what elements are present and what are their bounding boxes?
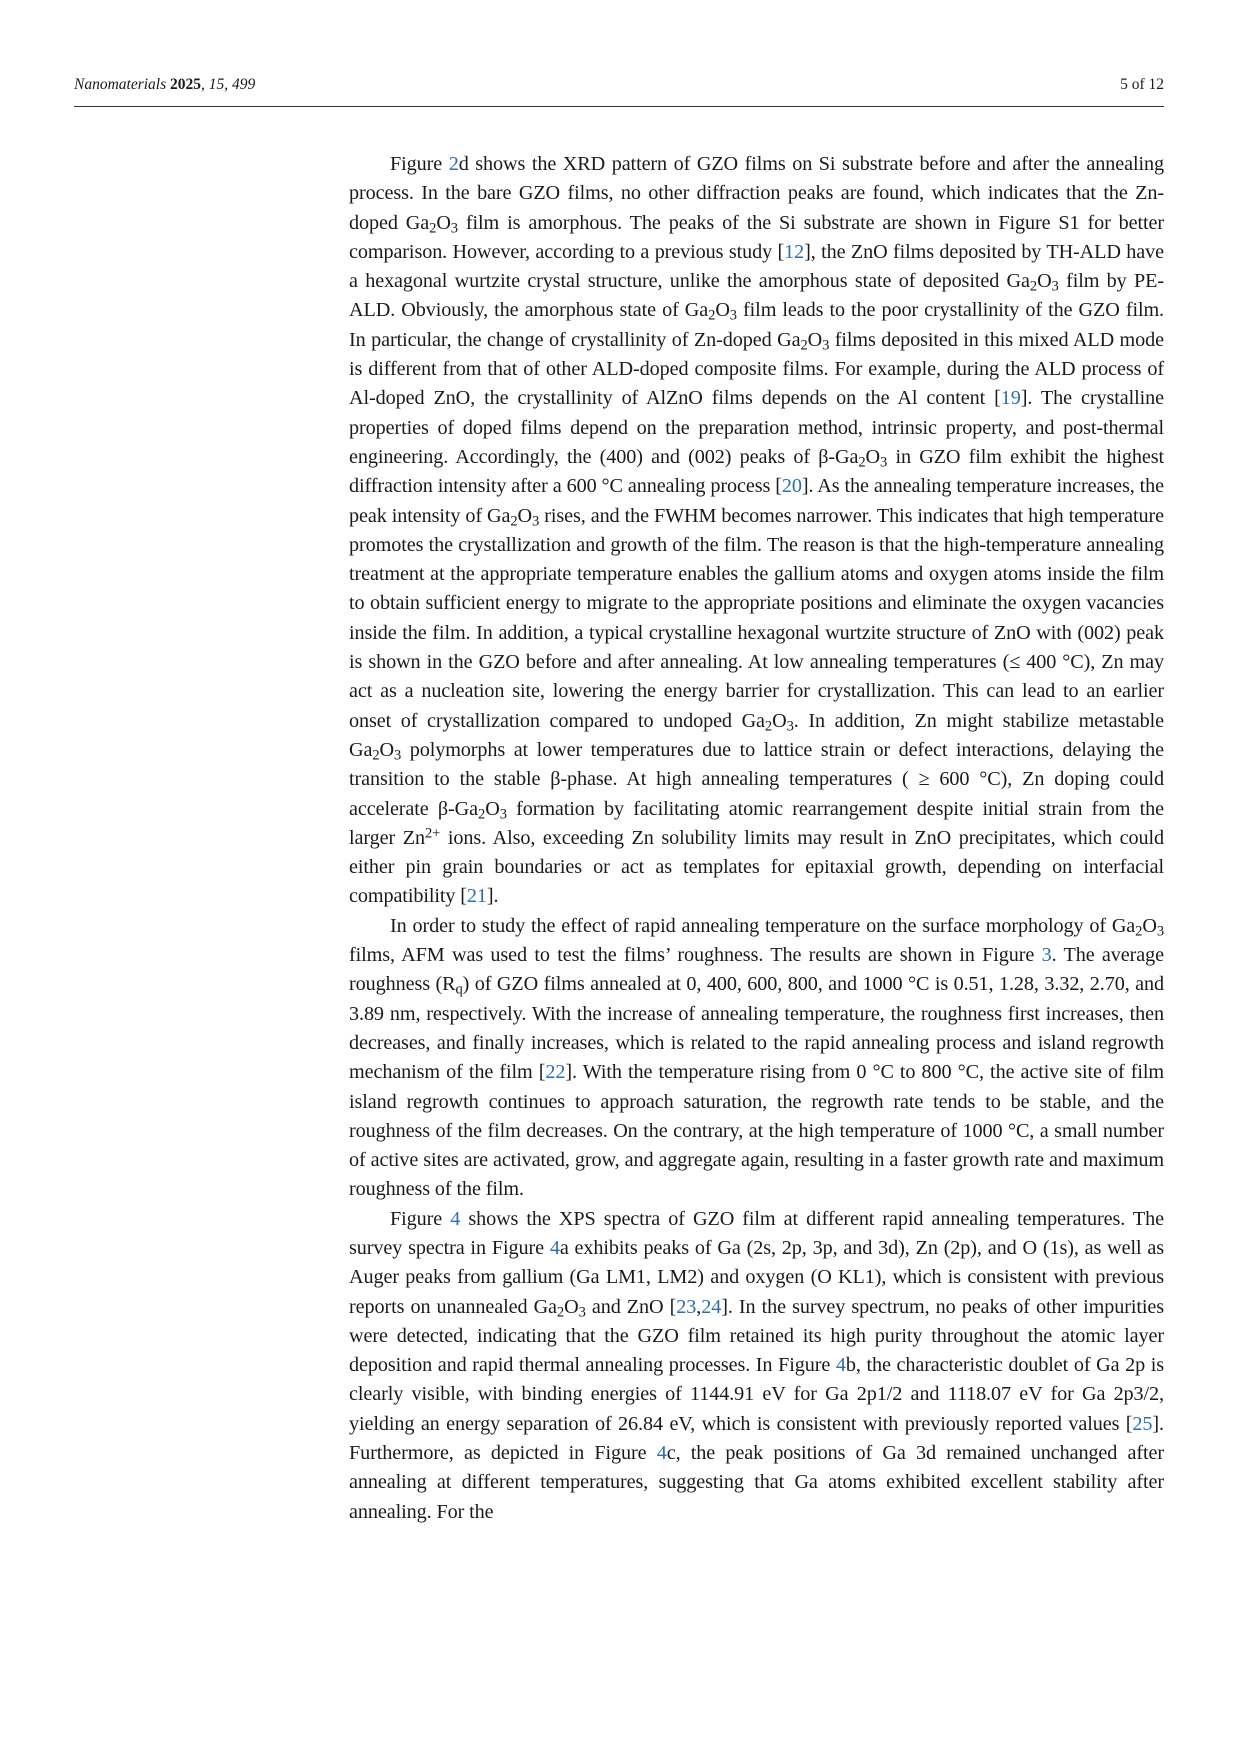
text-run: film is amorphous. The peaks of the Si substrate are shown in Figure S1 for better comparison. However, according to a previous study [ — [349, 211, 1164, 263]
text-run: d shows the XRD pattern of GZO films on Si substrate before and after the annealing process. In the bare GZO films, no other diffraction peaks are found, which indicates that the Zn-doped Ga — [349, 153, 1164, 234]
subscript: 2 — [764, 718, 773, 735]
reference-link[interactable]: 4 — [549, 1236, 560, 1259]
subscript: 3 — [1051, 278, 1059, 295]
text-run: a exhibits peaks of Ga (2s, 2p, 3p, and 3d), Zn (2p), and O (1s), as well as Auger peaks from gallium (Ga LM1, LM2) and oxygen (O KL1), which is consistent with previous reports on unannealed Ga — [349, 1236, 1164, 1318]
subscript: q — [455, 981, 463, 998]
reference-link[interactable]: 4 — [450, 1207, 461, 1230]
article-number: 499 — [232, 76, 256, 93]
subscript: 2 — [858, 454, 866, 471]
journal-volume: 15 — [208, 76, 225, 93]
subscript: 3 — [786, 718, 794, 735]
subscript: 2 — [372, 747, 380, 764]
reference-link[interactable]: 3 — [1041, 944, 1052, 967]
text-run: ]. As the annealing temperature increases, the peak intensity of Ga — [349, 475, 1164, 527]
text-run: , — [696, 1295, 702, 1318]
text-run: O — [564, 1295, 579, 1318]
subscript: 3 — [499, 806, 507, 823]
reference-link[interactable]: 19 — [1000, 387, 1021, 410]
text-run: ) of GZO films annealed at 0, 400, 600, 800, and 1000 °C is 0.51, 1.28, 3.32, 2.70, and 3.89 nm, respectively. With the increase of annealing temperature, the roughness first increases, then decreases, and finally increases, which is related to the rapid annealing process and island regrowth mechanism of the film [ — [349, 973, 1164, 1084]
reference-link[interactable]: 21 — [466, 885, 487, 908]
article-body — [349, 150, 1164, 1527]
journal-year: 2025 — [170, 76, 202, 93]
subscript: 2 — [556, 1304, 565, 1321]
text-run: O — [865, 445, 881, 468]
subscript: 2 — [800, 337, 808, 354]
text-run: rises, and the FWHM becomes narrower. This indicates that high temperature promotes the crystallization and growth of the film. The reason is that the high-temperature annealing treatment at the appropriate temperature enables the gallium atoms and oxygen atoms inside the film to obtain sufficient energy to migrate to the appropriate positions and eliminate the oxygen vacancies inside the film. In addition, a typical crystalline hexagonal wurtzite structure of ZnO with (002) peak is shown in the GZO before and after annealing. At low annealing temperatures (≤ 400 °C), Zn may act as a nucleation site, lowering the energy barrier for crystallization. This can lead to an earlier onset of crystallization compared to undoped Ga — [349, 504, 1164, 732]
subscript: 2 — [1029, 278, 1038, 295]
text-run: O — [807, 328, 823, 351]
text-run: c, the peak positions of Ga 3d remained unchanged after annealing at different temperatures, suggesting that Ga atoms exhibited excellent stability after annealing. For the — [349, 1442, 1164, 1523]
text-run: O — [379, 738, 394, 761]
subscript: 2 — [1135, 923, 1143, 940]
text-run: in GZO film exhibit the highest diffraction intensity after a 600 °C annealing process [ — [349, 445, 1164, 498]
subscript: 2 — [510, 513, 518, 530]
text-run: . The average roughness (R — [349, 944, 1164, 996]
text-run: ions. Also, exceeding Zn solubility limits may result in ZnO precipitates, which could either pin grain boundaries or act as templates for epitaxial growth, depending on interfacial compatibility [ — [349, 826, 1164, 908]
text-run: O — [715, 299, 730, 322]
text-run: . In addition, Zn might stabilize metastable Ga — [349, 709, 1164, 761]
paragraph-xps — [349, 1205, 1164, 1527]
text-run: O — [436, 211, 451, 234]
text-run: ]. — [486, 885, 499, 908]
reference-link[interactable]: 4 — [656, 1442, 667, 1465]
text-run: Figure — [390, 153, 449, 175]
text-run: formation by facilitating atomic rearrangement despite initial strain from the larger Zn — [349, 797, 1164, 849]
reference-link[interactable]: 23 — [676, 1295, 697, 1318]
text-run: polymorphs at lower temperatures due to lattice strain or defect interactions, delaying the transition to the stable β-phase. At high annealing temperatures ( ≥ 600 °C), Zn doping could accelerate β-Ga — [349, 738, 1164, 820]
text-run: O — [772, 709, 787, 732]
reference-link[interactable]: 22 — [545, 1061, 566, 1084]
subscript: 3 — [1156, 923, 1164, 940]
text-run: ]. Furthermore, as depicted in Figure — [349, 1412, 1164, 1465]
subscript: 3 — [729, 308, 737, 325]
reference-link[interactable]: 4 — [835, 1354, 846, 1377]
text-run: b, the characteristic doublet of Ga 2p is clearly visible, with binding energies of 1144.91 eV for Ga 2p1/2 and 1118.07 eV for Ga 2p3/2, yielding an energy separation of 26.84 eV, which is consistent with previously reported values [ — [349, 1354, 1165, 1435]
text-run: O — [485, 797, 500, 820]
subscript: 2 — [429, 220, 437, 237]
subscript: 3 — [450, 220, 458, 237]
text-run: O — [517, 504, 533, 527]
paragraph-afm — [349, 912, 1164, 1205]
page-number: 5 of 12 — [1120, 76, 1164, 93]
subscript: 3 — [394, 747, 402, 764]
text-run: O — [1037, 270, 1052, 293]
reference-link[interactable]: 20 — [781, 475, 802, 498]
text-run: ], the ZnO films deposited by TH-ALD have a hexagonal wurtzite crystal structure, unlike the amorphous state of deposited Ga — [349, 240, 1164, 293]
text-run: ]. With the temperature rising from 0 °C to 800 °C, the active site of film island regrowth continues to approach saturation, the regrowth rate tends to be stable, and the roughness of the film decreases. On the contrary, at the high temperature of 1000 °C, a small number of active sites are activated, grow, and aggregate again, resulting in a faster growth rate and maximum roughness of the film. — [349, 1061, 1164, 1201]
text-run: films, AFM was used to test the films’ roughness. The results are shown in Figure — [349, 944, 1042, 967]
superscript: 2+ — [424, 825, 441, 842]
reference-link[interactable]: 12 — [784, 240, 805, 263]
subscript: 3 — [822, 337, 830, 354]
reference-link[interactable]: 2 — [448, 153, 459, 175]
text-run: In order to study the effect of rapid annealing temperature on the surface morphology of Ga — [390, 914, 1136, 937]
text-run: films deposited in this mixed ALD mode is different from that of other ALD-doped composite films. For example, during the ALD process of Al-doped ZnO, the crystallinity of AlZnO films depends on the Al content [ — [349, 328, 1165, 410]
subscript: 2 — [478, 806, 486, 823]
text-run: Figure — [390, 1207, 451, 1230]
reference-link[interactable]: 24 — [701, 1295, 722, 1318]
journal-citation: Nanomaterials 2025, 15, 499 — [74, 76, 256, 93]
text-run: O — [1142, 914, 1157, 937]
text-run: film by PE-ALD. Obviously, the amorphous state of Ga — [349, 270, 1164, 322]
reference-link[interactable]: 25 — [1132, 1412, 1153, 1435]
text-run: film leads to the poor crystallinity of the GZO film. In particular, the change of crystallinity of Zn-doped Ga — [349, 299, 1165, 351]
journal-name: Nanomaterials — [74, 76, 167, 93]
text-run: shows the XPS spectra of GZO film at different rapid annealing temperatures. The survey spectra in Figure — [349, 1207, 1164, 1259]
subscript: 3 — [880, 454, 888, 471]
subscript: 2 — [708, 308, 716, 325]
subscript: 3 — [532, 513, 540, 530]
text-run: and ZnO [ — [585, 1295, 677, 1318]
paragraph-xrd — [349, 150, 1164, 912]
text-run: ]. The crystalline properties of doped films depend on the preparation method, intrinsic property, and post-thermal engineering. Accordingly, the (400) and (002) peaks of β-Ga — [349, 387, 1164, 468]
page-header — [74, 68, 1164, 107]
subscript: 3 — [578, 1304, 586, 1321]
text-run: ]. In the survey spectrum, no peaks of other impurities were detected, indicating that the GZO film retained its high purity throughout the atomic layer deposition and rapid thermal annealing processes. In Figure — [349, 1295, 1164, 1377]
